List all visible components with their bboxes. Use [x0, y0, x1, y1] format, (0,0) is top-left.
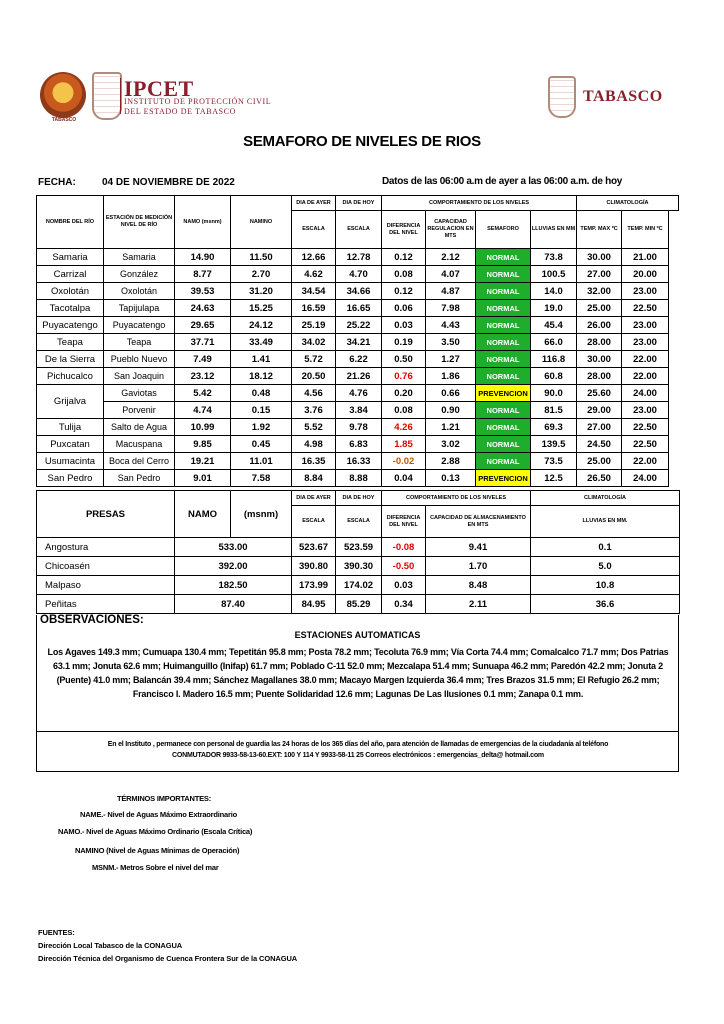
- cell-namo: 19.21: [175, 453, 231, 470]
- cell-estacion: Salto de Agua: [104, 419, 175, 436]
- cell-rio: Tacotalpa: [37, 300, 104, 317]
- cell-escala-hoy: 16.65: [336, 300, 382, 317]
- cell-temp-min: 23.00: [622, 402, 669, 419]
- rio-row: [37, 249, 679, 266]
- header-estacion: ESTACIÓN DE MEDICIÓN NIVEL DE RÍO: [104, 196, 175, 249]
- cell-namo: 39.53: [175, 283, 231, 300]
- header-presas-dia-hoy: DIA DE HOY: [336, 491, 382, 506]
- cell-presa-escala-hoy: 523.59: [336, 538, 382, 557]
- state-name: TABASCO: [583, 88, 663, 105]
- cell-escala-hoy: 34.21: [336, 334, 382, 351]
- cell-presa-name: Peñitas: [37, 595, 175, 614]
- cell-namino: 18.12: [231, 368, 292, 385]
- cell-namino: 0.48: [231, 385, 292, 402]
- header-diferencia: DIFERENCIA DEL NIVEL: [382, 211, 426, 249]
- cell-temp-max: 29.00: [577, 402, 622, 419]
- cell-estacion: Tapijulapa: [104, 300, 175, 317]
- cell-namo: 29.65: [175, 317, 231, 334]
- cell-capacidad: 0.66: [426, 385, 476, 402]
- cell-escala-ayer: 34.54: [292, 283, 336, 300]
- rio-row: [37, 453, 679, 470]
- tabasco-shield-icon: [92, 72, 122, 120]
- cell-lluvias: 90.0: [531, 385, 577, 402]
- cell-diferencia: 4.26: [382, 419, 426, 436]
- cell-escala-ayer: 5.52: [292, 419, 336, 436]
- cell-presa-namo: 87.40: [175, 595, 292, 614]
- cell-escala-hoy: 4.70: [336, 266, 382, 283]
- header-escala-ayer: ESCALA: [292, 211, 336, 249]
- cell-semaforo: NORMAL: [476, 402, 531, 419]
- rio-row: [37, 266, 679, 283]
- header-comportamiento: COMPORTAMIENTO DE LOS NIVELES: [382, 196, 577, 211]
- cell-escala-hoy: 16.33: [336, 453, 382, 470]
- cell-capacidad: 1.21: [426, 419, 476, 436]
- cell-presa-name: Chicoasén: [37, 557, 175, 576]
- cell-temp-max: 24.50: [577, 436, 622, 453]
- cell-diferencia: 0.08: [382, 402, 426, 419]
- data-period: Datos de las 06:00 a.m de ayer a las 06:00 a.m. de hoy: [382, 176, 623, 187]
- cell-semaforo: NORMAL: [476, 317, 531, 334]
- cell-presa-namo: 182.50: [175, 576, 292, 595]
- cell-namino: 15.25: [231, 300, 292, 317]
- cell-temp-min: 22.00: [622, 368, 669, 385]
- institute-note-line1: En el Instituto , permanece con personal de guardia las 24 horas de los 365 días del año, para atención de llamadas de emergencias de la ciudadanía al teléfono: [107, 741, 609, 748]
- cell-escala-ayer: 3.76: [292, 402, 336, 419]
- cell-rio: Pichucalco: [37, 368, 104, 385]
- cell-namino: 1.92: [231, 419, 292, 436]
- termino-namino: NAMINO (Nivel de Aguas Mínimas de Operación): [75, 846, 240, 855]
- cell-capacidad: 2.12: [426, 249, 476, 266]
- fuentes-title: FUENTES:: [38, 928, 75, 937]
- cell-presa-escala-hoy: 174.02: [336, 576, 382, 595]
- cell-diferencia: 0.12: [382, 249, 426, 266]
- cell-escala-ayer: 25.19: [292, 317, 336, 334]
- cell-diferencia: 0.08: [382, 266, 426, 283]
- cell-temp-min: 21.00: [622, 249, 669, 266]
- cell-presa-capacidad: 9.41: [426, 538, 531, 557]
- org-acronym: IPCET: [124, 76, 194, 101]
- cell-semaforo: NORMAL: [476, 334, 531, 351]
- cell-diferencia: 0.76: [382, 368, 426, 385]
- cell-lluvias: 100.5: [531, 266, 577, 283]
- cell-escala-ayer: 8.84: [292, 470, 336, 487]
- header-presas-escala-ayer: ESCALA: [292, 506, 336, 538]
- cell-presa-name: Malpaso: [37, 576, 175, 595]
- cell-lluvias: 139.5: [531, 436, 577, 453]
- cell-namo: 4.74: [175, 402, 231, 419]
- cell-presa-name: Angostura: [37, 538, 175, 557]
- cell-temp-min: 20.00: [622, 266, 669, 283]
- rio-row: [37, 283, 679, 300]
- cell-escala-hoy: 6.22: [336, 351, 382, 368]
- estaciones-text: Los Agaves 149.3 mm; Cumuapa 130.4 mm; Tepetitán 95.8 mm; Posta 78.2 mm; Tecoluta 76.9 mm; Vía Corta 74.4 mm; Comalcalco 71.7 mm; Dos Patrias 63.1 mm; Jonuta 62.6 mm; Huimanguillo (Inifap) 61.7 mm; Poblado C-11 52.0 mm; Mezcalapa 51.4 mm; Sunuapa 46.2 mm; Paredón 42.2 mm; Jonuta 2 (Puente) 41.0 mm; Balancán 39.4 mm; Sánchez Magallanes 38.0 mm; Macayo Margen Izquierda 36.4 mm; Tres Brazos 31.5 mm; El Refugio 26.2 mm; Francisco I. Madero 16.5 mm; Puente Solidaridad 12.6 mm; Lagunas De Las Ilusiones 0.1 mm; Zanapa 0.1 mm.: [47, 647, 669, 699]
- org-name-line2: DEL ESTADO DE TABASCO: [124, 107, 236, 116]
- cell-lluvias: 66.0: [531, 334, 577, 351]
- cell-escala-ayer: 5.72: [292, 351, 336, 368]
- cell-namo: 23.12: [175, 368, 231, 385]
- header-presas-capacidad: CAPACIDAD DE ALMACENAMIENTO EN MTS: [426, 506, 531, 538]
- cell-estacion: Macuspana: [104, 436, 175, 453]
- cell-lluvias: 19.0: [531, 300, 577, 317]
- cell-estacion: Samaria: [104, 249, 175, 266]
- cell-diferencia: 1.85: [382, 436, 426, 453]
- header-presas: PRESAS: [37, 491, 175, 538]
- cell-escala-hoy: 21.26: [336, 368, 382, 385]
- cell-lluvias: 73.8: [531, 249, 577, 266]
- cell-temp-max: 27.00: [577, 266, 622, 283]
- cell-diferencia: 0.20: [382, 385, 426, 402]
- cell-temp-min: 22.00: [622, 351, 669, 368]
- cell-temp-max: 25.60: [577, 385, 622, 402]
- institute-note-line2: CONMUTADOR 9933-58-13-60.EXT: 100 Y 114 Y 9933-58-11 25 Correos electrónicos : emergencias_delta@ hotmail.com: [172, 752, 544, 759]
- cell-namino: 11.50: [231, 249, 292, 266]
- cell-temp-min: 24.00: [622, 385, 669, 402]
- cell-semaforo: NORMAL: [476, 266, 531, 283]
- cell-rio: Usumacinta: [37, 453, 104, 470]
- cell-rio: Samaria: [37, 249, 104, 266]
- cell-escala-hoy: 3.84: [336, 402, 382, 419]
- header-temp-max: TEMP. MAX ºC: [577, 211, 622, 249]
- terminos-title: TÉRMINOS IMPORTANTES:: [117, 794, 211, 803]
- header-presas-namo: NAMO: [175, 491, 231, 538]
- cell-estacion: San Joaquin: [104, 368, 175, 385]
- cell-lluvias: 12.5: [531, 470, 577, 487]
- cell-rio: Carrizal: [37, 266, 104, 283]
- cell-capacidad: 4.87: [426, 283, 476, 300]
- cell-semaforo: PREVENCION: [476, 385, 531, 402]
- termino-namo: NAMO.- Nivel de Aguas Máximo Ordinario (Escala Crítica): [58, 827, 253, 836]
- cell-escala-hoy: 8.88: [336, 470, 382, 487]
- cell-estacion: Boca del Cerro: [104, 453, 175, 470]
- header-dia-hoy: DIA DE HOY: [336, 196, 382, 211]
- cell-estacion: González: [104, 266, 175, 283]
- cell-escala-hoy: 9.78: [336, 419, 382, 436]
- cell-namo: 10.99: [175, 419, 231, 436]
- cell-capacidad: 7.98: [426, 300, 476, 317]
- cell-diferencia: 0.12: [382, 283, 426, 300]
- cell-capacidad: 3.50: [426, 334, 476, 351]
- cell-semaforo: NORMAL: [476, 368, 531, 385]
- cell-rio: Puyacatengo: [37, 317, 104, 334]
- cell-escala-ayer: 16.59: [292, 300, 336, 317]
- cell-escala-ayer: 34.02: [292, 334, 336, 351]
- cell-presa-namo: 392.00: [175, 557, 292, 576]
- rio-row: [37, 334, 679, 351]
- cell-escala-ayer: 4.56: [292, 385, 336, 402]
- cell-diferencia: 0.19: [382, 334, 426, 351]
- cell-presa-capacidad: 1.70: [426, 557, 531, 576]
- cell-estacion: Porvenir: [104, 402, 175, 419]
- header-namino: NAMINO: [231, 196, 292, 249]
- cell-temp-max: 32.00: [577, 283, 622, 300]
- cell-temp-min: 22.50: [622, 300, 669, 317]
- cell-temp-max: 26.50: [577, 470, 622, 487]
- cell-presa-capacidad: 8.48: [426, 576, 531, 595]
- header-lluvias: LLUVIAS EN MM: [531, 211, 577, 249]
- cell-diferencia: 0.04: [382, 470, 426, 487]
- cell-temp-max: 27.00: [577, 419, 622, 436]
- cell-namino: 11.01: [231, 453, 292, 470]
- cell-temp-min: 24.00: [622, 470, 669, 487]
- cell-escala-ayer: 20.50: [292, 368, 336, 385]
- header-capacidad: CAPACIDAD REGULACION EN MTS: [426, 211, 476, 249]
- presa-row: [37, 557, 680, 576]
- cell-temp-min: 23.00: [622, 317, 669, 334]
- org-name-line1: INSTITUTO DE PROTECCIÓN CIVIL: [124, 97, 272, 106]
- cell-capacidad: 1.27: [426, 351, 476, 368]
- cell-presa-escala-hoy: 85.29: [336, 595, 382, 614]
- cell-temp-max: 30.00: [577, 351, 622, 368]
- cell-rio: De la Sierra: [37, 351, 104, 368]
- cell-namo: 24.63: [175, 300, 231, 317]
- org-name: [124, 97, 271, 117]
- cell-presa-diferencia: -0.08: [382, 538, 426, 557]
- cell-estacion: San Pedro: [104, 470, 175, 487]
- cell-escala-ayer: 12.66: [292, 249, 336, 266]
- cell-temp-min: 23.00: [622, 334, 669, 351]
- cell-semaforo: NORMAL: [476, 249, 531, 266]
- cell-semaforo: NORMAL: [476, 436, 531, 453]
- cell-escala-hoy: 4.76: [336, 385, 382, 402]
- cell-namo: 9.85: [175, 436, 231, 453]
- cell-semaforo: PREVENCION: [476, 470, 531, 487]
- cell-estacion: Pueblo Nuevo: [104, 351, 175, 368]
- cell-rio: Grijalva: [37, 385, 104, 419]
- cell-presa-diferencia: 0.34: [382, 595, 426, 614]
- cell-lluvias: 81.5: [531, 402, 577, 419]
- cell-diferencia: -0.02: [382, 453, 426, 470]
- cell-namino: 0.15: [231, 402, 292, 419]
- rio-row: [37, 470, 679, 487]
- estaciones-subtitle: ESTACIONES AUTOMATICAS: [294, 630, 421, 640]
- cell-presa-escala-ayer: 390.80: [292, 557, 336, 576]
- cell-semaforo: NORMAL: [476, 283, 531, 300]
- header-presas-escala-hoy: ESCALA: [336, 506, 382, 538]
- header-presas-dia-ayer: DIA DE AYER: [292, 491, 336, 506]
- cell-namo: 14.90: [175, 249, 231, 266]
- cell-escala-ayer: 16.35: [292, 453, 336, 470]
- header-namo: NAMO (msnm): [175, 196, 231, 249]
- ipc-seal-logo: [40, 72, 86, 118]
- observaciones-title: OBSERVACIONES:: [40, 614, 144, 626]
- cell-temp-min: 22.50: [622, 419, 669, 436]
- cell-semaforo: NORMAL: [476, 351, 531, 368]
- cell-presa-diferencia: -0.50: [382, 557, 426, 576]
- cell-presa-lluvias: 36.6: [531, 595, 680, 614]
- termino-msnm: MSNM.- Metros Sobre el nivel del mar: [92, 863, 219, 872]
- presas-table: [36, 490, 680, 614]
- header-divider: [120, 78, 121, 114]
- fecha-value: 04 DE NOVIEMBRE DE 2022: [102, 177, 235, 188]
- header-presas-msnm: (msnm): [231, 491, 292, 538]
- cell-semaforo: NORMAL: [476, 300, 531, 317]
- rio-row: [37, 300, 679, 317]
- header-escala-hoy: ESCALA: [336, 211, 382, 249]
- cell-namino: 1.41: [231, 351, 292, 368]
- cell-temp-min: 22.50: [622, 436, 669, 453]
- cell-escala-hoy: 12.78: [336, 249, 382, 266]
- header-climatologia: CLIMATOLOGÍA: [577, 196, 679, 211]
- cell-capacidad: 4.43: [426, 317, 476, 334]
- cell-estacion: Teapa: [104, 334, 175, 351]
- page-title: SEMAFORO DE NIVELES DE RIOS: [243, 133, 481, 150]
- cell-capacidad: 4.07: [426, 266, 476, 283]
- fuente-2: Dirección Técnica del Organismo de Cuenca Frontera Sur de la CONAGUA: [38, 954, 298, 963]
- cell-presa-capacidad: 2.11: [426, 595, 531, 614]
- cell-namo: 9.01: [175, 470, 231, 487]
- cell-temp-max: 25.00: [577, 453, 622, 470]
- cell-capacidad: 3.02: [426, 436, 476, 453]
- cell-lluvias: 116.8: [531, 351, 577, 368]
- observaciones-divider: [36, 731, 679, 732]
- cell-diferencia: 0.06: [382, 300, 426, 317]
- cell-capacidad: 2.88: [426, 453, 476, 470]
- header-semaforo: SEMAFORO: [476, 211, 531, 249]
- rio-row: [37, 368, 679, 385]
- cell-lluvias: 73.5: [531, 453, 577, 470]
- cell-escala-ayer: 4.62: [292, 266, 336, 283]
- cell-lluvias: 60.8: [531, 368, 577, 385]
- cell-namino: 33.49: [231, 334, 292, 351]
- cell-escala-hoy: 6.83: [336, 436, 382, 453]
- cell-lluvias: 14.0: [531, 283, 577, 300]
- cell-lluvias: 69.3: [531, 419, 577, 436]
- header-presas-climatologia: CLIMATOLOGÍA: [531, 491, 680, 506]
- rios-table: [36, 195, 679, 487]
- cell-temp-max: 25.00: [577, 300, 622, 317]
- cell-temp-min: 22.00: [622, 453, 669, 470]
- cell-lluvias: 45.4: [531, 317, 577, 334]
- cell-semaforo: NORMAL: [476, 419, 531, 436]
- institute-note: [40, 739, 676, 761]
- seal-caption: TABASCO: [51, 117, 77, 123]
- cell-rio: Teapa: [37, 334, 104, 351]
- cell-escala-hoy: 25.22: [336, 317, 382, 334]
- rio-row: [37, 419, 679, 436]
- cell-presa-lluvias: 10.8: [531, 576, 680, 595]
- cell-temp-max: 30.00: [577, 249, 622, 266]
- cell-estacion: Oxolotán: [104, 283, 175, 300]
- cell-presa-escala-ayer: 173.99: [292, 576, 336, 595]
- cell-presa-lluvias: 5.0: [531, 557, 680, 576]
- cell-capacidad: 1.86: [426, 368, 476, 385]
- cell-temp-min: 23.00: [622, 283, 669, 300]
- cell-capacidad: 0.13: [426, 470, 476, 487]
- cell-temp-max: 26.00: [577, 317, 622, 334]
- header-dia-ayer: DIA DE AYER: [292, 196, 336, 211]
- cell-semaforo: NORMAL: [476, 453, 531, 470]
- header-presas-comportamiento: COMPORTAMIENTO DE LOS NIVELES: [382, 491, 531, 506]
- rio-row: [37, 351, 679, 368]
- cell-namino: 24.12: [231, 317, 292, 334]
- cell-rio: Oxolotán: [37, 283, 104, 300]
- cell-presa-diferencia: 0.03: [382, 576, 426, 595]
- cell-diferencia: 0.03: [382, 317, 426, 334]
- rio-row: [37, 402, 679, 419]
- cell-diferencia: 0.50: [382, 351, 426, 368]
- presa-row: [37, 538, 680, 557]
- cell-presa-escala-ayer: 84.95: [292, 595, 336, 614]
- termino-name: NAME.- Nivel de Aguas Máximo Extraordinario: [80, 810, 237, 819]
- cell-estacion: Gaviotas: [104, 385, 175, 402]
- cell-presa-lluvias: 0.1: [531, 538, 680, 557]
- cell-temp-max: 28.00: [577, 368, 622, 385]
- cell-namino: 7.58: [231, 470, 292, 487]
- cell-escala-hoy: 34.66: [336, 283, 382, 300]
- cell-namino: 31.20: [231, 283, 292, 300]
- cell-namo: 5.42: [175, 385, 231, 402]
- cell-presa-namo: 533.00: [175, 538, 292, 557]
- presa-row: [37, 576, 680, 595]
- fecha-label: FECHA:: [38, 177, 76, 188]
- cell-namino: 0.45: [231, 436, 292, 453]
- cell-rio: Puxcatan: [37, 436, 104, 453]
- fuente-1: Dirección Local Tabasco de la CONAGUA: [38, 941, 183, 950]
- cell-rio: Tulija: [37, 419, 104, 436]
- cell-presa-escala-ayer: 523.67: [292, 538, 336, 557]
- header-presas-diferencia: DIFERENCIA DEL NIVEL: [382, 506, 426, 538]
- cell-namino: 2.70: [231, 266, 292, 283]
- cell-capacidad: 0.90: [426, 402, 476, 419]
- cell-presa-escala-hoy: 390.30: [336, 557, 382, 576]
- cell-namo: 37.71: [175, 334, 231, 351]
- tabasco-state-shield-icon: [548, 76, 576, 118]
- cell-escala-ayer: 4.98: [292, 436, 336, 453]
- header-nombre-rio: NOMBRE DEL RÍO: [37, 196, 104, 249]
- header-temp-min: TEMP. MIN ºC: [622, 211, 669, 249]
- cell-namo: 8.77: [175, 266, 231, 283]
- cell-rio: San Pedro: [37, 470, 104, 487]
- header-presas-lluvias: LLUVIAS EN MM.: [531, 506, 680, 538]
- presa-row: [37, 595, 680, 614]
- cell-temp-max: 28.00: [577, 334, 622, 351]
- cell-estacion: Puyacatengo: [104, 317, 175, 334]
- rio-row: [37, 317, 679, 334]
- cell-namo: 7.49: [175, 351, 231, 368]
- rio-row: [37, 385, 679, 402]
- rio-row: [37, 436, 679, 453]
